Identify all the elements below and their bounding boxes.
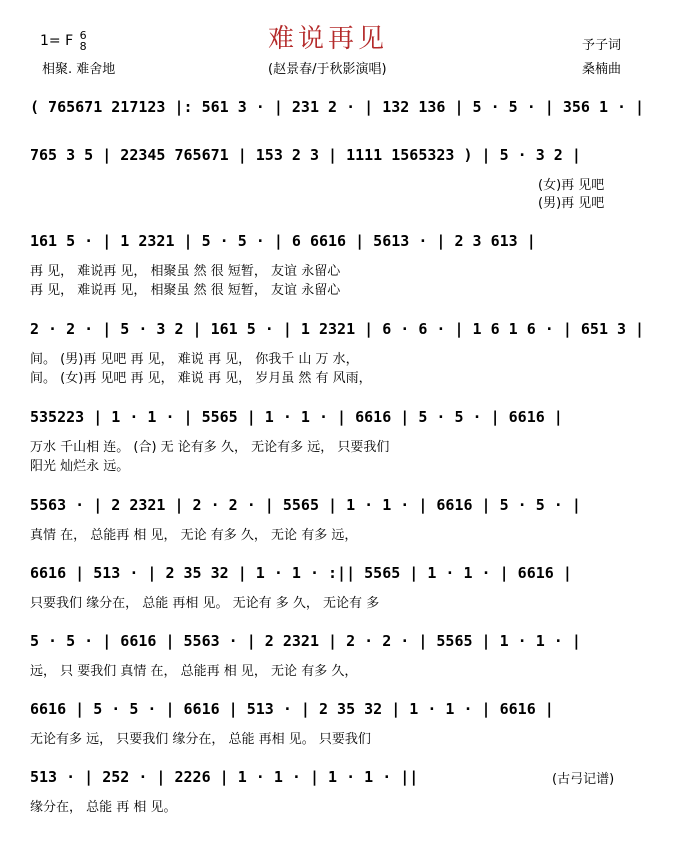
score-row-2: 765 3 5 | 22345 765671 | 153 2 3 | 1111 1565323 ) | 5 · 3 2 | (30, 146, 581, 164)
score-row-3: 161 5 · | 1 2321 | 5 · 5 · | 6 6616 | 5613 · | 2 3 613 | (30, 232, 536, 250)
score-row-1: ( 765671 217123 |: 561 3 · | 231 2 · | 132 136 | 5 · 5 · | 356 1 · | (30, 98, 645, 116)
song-title: 难说再见 (268, 24, 389, 54)
key-signature (40, 30, 87, 52)
source-album: 相聚. 难舍地 (42, 62, 116, 77)
lyric-row-6-line-1: 真情 在， 总能再 相 见， 无论 有多 久， 无论 有多 远， (30, 528, 358, 543)
key-label: 1= F (40, 33, 74, 49)
score-row-10: 513 · | 252 · | 2226 | 1 · 1 · | 1 · 1 · || (30, 768, 419, 786)
score-row-6: 5563 · | 2 2321 | 2 · 2 · | 5565 | 1 · 1 · | 6616 | 5 · 5 · | (30, 496, 581, 514)
lyric-row-5-line-1: 万水 千山相 连。 (合) 无 论有多 久， 无论有多 远， 只要我们 (30, 440, 390, 455)
time-signature (80, 30, 87, 52)
lyric-row-3-line-2: 再 见， 难说再 见， 相聚虽 然 很 短暂， 友谊 永留心 (30, 283, 341, 298)
lyric-row-5-line-2: 阳光 灿烂永 远。 (30, 459, 130, 474)
score-row-8: 5 · 5 · | 6616 | 5563 · | 2 2321 | 2 · 2 · | 5565 | 1 · 1 · | (30, 632, 581, 650)
composer: 桑楠曲 (582, 62, 622, 77)
score-row-5: 535223 | 1 · 1 · | 5565 | 1 · 1 · | 6616 | 5 · 5 · | 6616 | (30, 408, 563, 426)
singers: (赵景春/于秋影演唱) (268, 62, 387, 77)
lyric-row-2-line-1: (女)再 见吧 (538, 178, 605, 193)
score-row-9: 6616 | 5 · 5 · | 6616 | 513 · | 2 35 32 | 1 · 1 · | 6616 | (30, 700, 554, 718)
transcriber-note: (古弓记谱) (552, 772, 615, 787)
lyric-row-4-line-2: 间。 (女)再 见吧 再 见， 难说 再 见， 岁月虽 然 有 风雨， (30, 371, 372, 386)
lyric-row-4-line-1: 间。 (男)再 见吧 再 见， 难说 再 见， 你我千 山 万 水， (30, 352, 359, 367)
lyric-row-3-line-1: 再 见， 难说再 见， 相聚虽 然 很 短暂， 友谊 永留心 (30, 264, 341, 279)
score-row-4: 2 · 2 · | 5 · 3 2 | 161 5 · | 1 2321 | 6 · 6 · | 1 6 1 6 · | 651 3 | (30, 320, 645, 338)
score-row-7: 6616 | 513 · | 2 35 32 | 1 · 1 · :|| 5565 | 1 · 1 · | 6616 | (30, 564, 572, 582)
lyric-row-2-line-2: (男)再 见吧 (538, 196, 605, 211)
lyric-row-10-line-1: 缘分在， 总能 再 相 见。 (30, 800, 177, 815)
lyric-row-7-line-1: 只要我们 缘分在， 总能 再相 见。 无论有 多 久， 无论有 多 (30, 596, 380, 611)
lyric-row-8-line-1: 远， 只 要我们 真情 在， 总能再 相 见， 无论 有多 久， (30, 664, 358, 679)
time-numerator: 6 (79, 29, 87, 42)
time-denominator: 8 (79, 40, 87, 53)
lyric-row-9-line-1: 无论有多 远， 只要我们 缘分在， 总能 再相 见。 只要我们 (30, 732, 371, 747)
lyricist: 予子词 (582, 38, 622, 53)
